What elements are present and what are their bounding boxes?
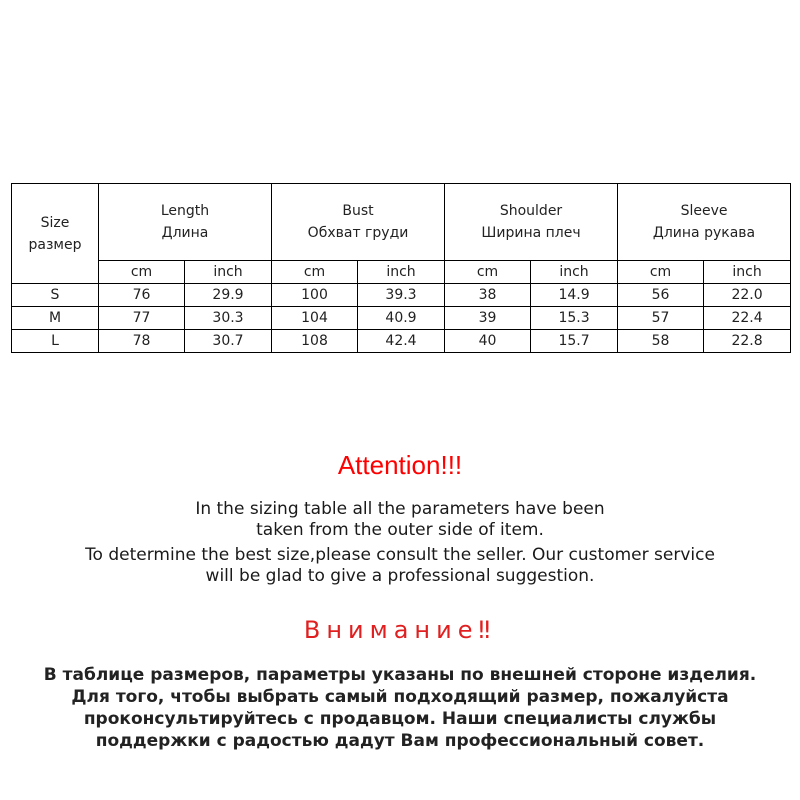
sizing-note-ru-line: поддержки с радостью дадут Вам профессиональный совет. [95,731,705,751]
table-row [12,284,791,307]
sizing-note-ru-line: проконсультируйтесь с продавцом. Наши специалисты службы [83,709,717,729]
bust-header-ru: Обхват груди [307,225,409,241]
shoulder-header-ru: Ширина плеч [481,225,581,241]
value-cell: 40.9 [358,307,445,330]
value-cell: 100 [272,284,358,307]
value-cell: 14.9 [531,284,618,307]
value-cell: 38 [445,284,531,307]
consult-note-line: will be glad to give a professional suggestion. [205,566,595,586]
length-header-en: Length [160,203,210,219]
table-header-row [12,184,791,261]
sleeve-column-header [618,184,791,261]
unit-row [12,261,791,284]
bust-header-en: Bust [342,203,374,219]
value-cell: 104 [272,307,358,330]
value-cell: 40 [445,330,531,353]
attention-title-ru: Внимание‼ [303,616,497,644]
size-header-ru: размер [28,236,82,253]
size-cell: M [12,307,99,330]
sizing-note-en [0,499,800,541]
value-cell: 15.7 [531,330,618,353]
shoulder-header-en: Shoulder [499,203,563,219]
consult-note-line: To determine the best size,please consult the seller. Our customer service [85,545,715,565]
sleeve-header-en: Sleeve [680,203,728,219]
size-column-header [12,184,99,284]
value-cell: 15.3 [531,307,618,330]
unit-cell: inch [358,261,445,284]
bust-column-header [272,184,445,261]
length-column-header [99,184,272,261]
value-cell: 57 [618,307,704,330]
table-row [12,330,791,353]
sizing-note-ru [0,664,800,752]
sleeve-header-ru: Длина рукава [652,225,756,241]
value-cell: 77 [99,307,185,330]
value-cell: 39 [445,307,531,330]
consult-note-en [0,545,800,587]
size-cell: L [12,330,99,353]
value-cell: 108 [272,330,358,353]
value-cell: 39.3 [358,284,445,307]
table-row [12,307,791,330]
value-cell: 29.9 [185,284,272,307]
unit-cell: cm [272,261,358,284]
size-cell: S [12,284,99,307]
value-cell: 76 [99,284,185,307]
sizing-note-line: taken from the outer side of item. [256,520,544,540]
value-cell: 42.4 [358,330,445,353]
value-cell: 22.8 [704,330,791,353]
unit-cell: inch [185,261,272,284]
value-cell: 78 [99,330,185,353]
value-cell: 22.0 [704,284,791,307]
value-cell: 30.7 [185,330,272,353]
unit-cell: inch [704,261,791,284]
size-header-en: Size [40,214,70,231]
length-header-ru: Длина [161,225,209,241]
value-cell: 56 [618,284,704,307]
size-table [11,183,791,353]
unit-cell: cm [445,261,531,284]
unit-cell: cm [99,261,185,284]
unit-cell: cm [618,261,704,284]
attention-title-en: Attention!!! [337,450,463,480]
sizing-note-ru-line: В таблице размеров, параметры указаны по внешней стороне изделия. [43,665,757,685]
sizing-note-line: In the sizing table all the parameters have been [195,499,605,519]
value-cell: 58 [618,330,704,353]
value-cell: 22.4 [704,307,791,330]
shoulder-column-header [445,184,618,261]
sizing-note-ru-line: Для того, чтобы выбрать самый подходящий размер, пожалуйста [71,687,729,707]
value-cell: 30.3 [185,307,272,330]
unit-cell: inch [531,261,618,284]
